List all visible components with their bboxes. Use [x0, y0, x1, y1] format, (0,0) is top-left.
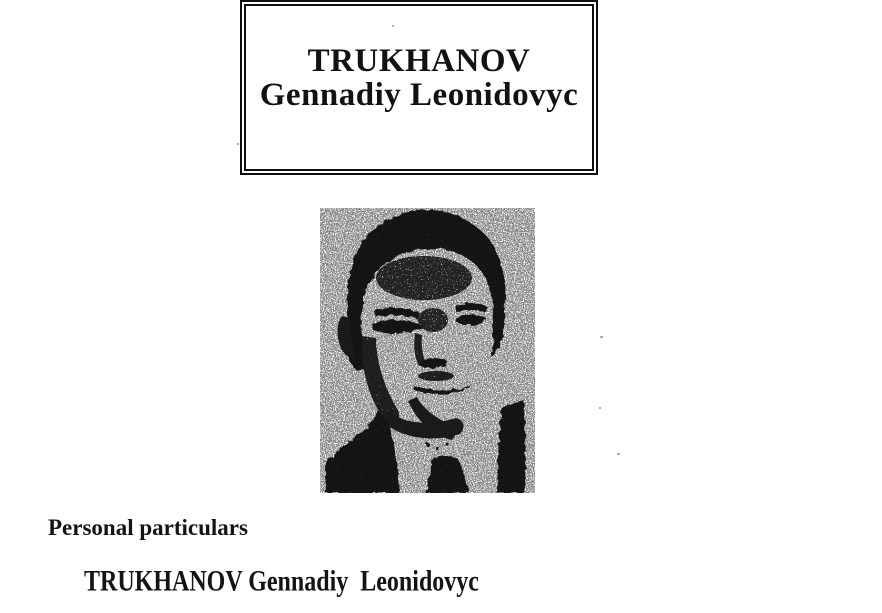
title-given-names: Gennadiy Leonidovyc — [259, 77, 579, 113]
scan-speck — [617, 453, 620, 455]
full-name-line: TRUKHANOV Gennadiy Leonidovyc — [84, 566, 479, 598]
section-heading: Personal particulars — [48, 515, 248, 540]
portrait-photo — [320, 208, 535, 493]
title-surname: TRUKHANOV — [307, 43, 531, 79]
photo-grain — [320, 208, 535, 493]
title-text — [240, 44, 598, 112]
scan-speck — [599, 407, 601, 409]
scan-speck — [392, 25, 394, 27]
scan-speck — [600, 336, 603, 338]
scan-speck — [237, 143, 239, 145]
